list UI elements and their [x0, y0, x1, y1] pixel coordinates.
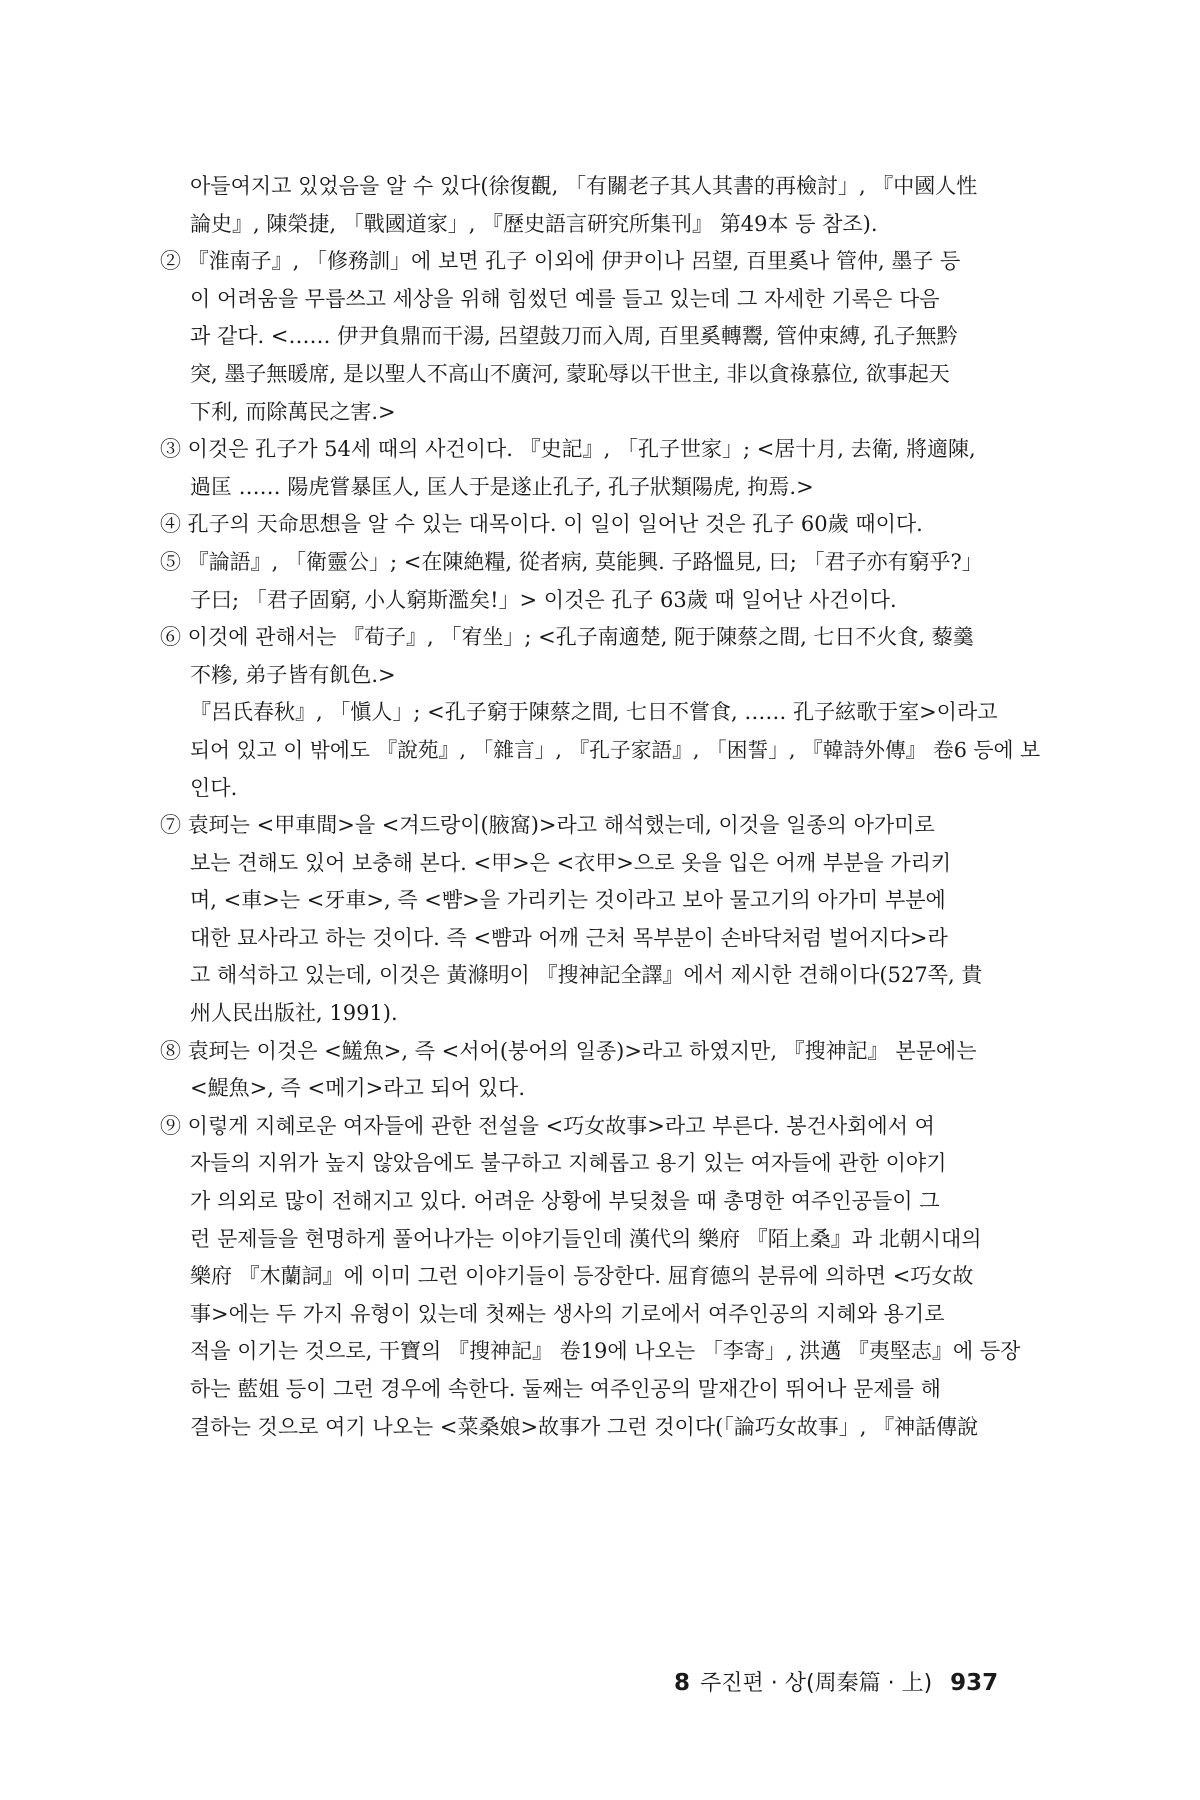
text-line: 과 같다. <…… 伊尹負鼎而干湯, 呂望鼓刀而入周, 百里奚轉鬻, 管仲束縛, 孔子無黔: [190, 324, 958, 349]
text-line: 런 문제들을 현명하게 풀어나가는 이야기들인데 漢代의 樂府 『陌上桑』과 北朝시대의: [190, 1226, 982, 1251]
chapter-title: 주진편 · 상(周秦篇 · 上): [700, 1671, 933, 1696]
note-4-start: ④ 孔子의 天命思想을 알 수 있는 대목이다. 이 일이 일어난 것은 孔子 60歲 때이다.: [160, 512, 923, 537]
text-line: 적을 이기는 것으로, 干寶의 『搜神記』 卷19에 나오는 「李寄」, 洪邁 『夷堅志』에 등장: [190, 1339, 1021, 1364]
text-line: 『呂氏春秋』, 「愼人」; <孔子窮于陳蔡之間, 七日不嘗食, …… 孔子絃歌于室>이라고: [190, 700, 998, 725]
text-line: 子曰; 「君子固窮, 小人窮斯濫矣!」> 이것은 孔子 63歲 때 일어난 사건이다.: [190, 587, 897, 612]
note-7-start: ⑦ 袁珂는 <甲車間>을 <겨드랑이(腋窩)>라고 해석했는데, 이것을 일종의 아가미로: [160, 813, 935, 838]
text-line: 되어 있고 이 밖에도 『說苑』, 「雜言」, 『孔子家語』, 「困誓」, 『韓詩外傳』 卷6 등에 보: [190, 737, 1041, 762]
text-line: 下利, 而除萬民之害.>: [190, 399, 396, 424]
text-line: 가 의외로 많이 전해지고 있다. 어려운 상황에 부딪쳤을 때 총명한 여주인공들이 그: [190, 1189, 940, 1214]
note-2-start: ② 『淮南子』, 「修務訓」에 보면 孔子 이외에 伊尹이나 呂望, 百里奚나 管仲, 墨子 등: [160, 249, 961, 274]
text-line: 아들여지고 있었음을 알 수 있다(徐復觀, 「有關老子其人其書的再檢討」, 『中國人性: [190, 174, 978, 198]
text-line: 事>에는 두 가지 유형이 있는데 첫째는 생사의 기로에서 여주인공의 지혜와 용기로: [190, 1301, 945, 1326]
text-line: 論史』, 陳榮捷, 「戰國道家」, 『歷史語言硏究所集刊』 第49本 등 참조).: [190, 211, 878, 236]
text-line: 過匡 …… 陽虎嘗暴匡人, 匡人于是遂止孔子, 孔子狀類陽虎, 拘焉.>: [190, 474, 814, 499]
note-3-start: ③ 이것은 孔子가 54세 때의 사건이다. 『史記』, 「孔子世家」; <居十月, 去衛, 將適陳,: [160, 437, 976, 462]
text-line: 이 어려움을 무릅쓰고 세상을 위해 힘썼던 예를 들고 있는데 그 자세한 기록은 다음: [190, 286, 940, 311]
note-8-start: ⑧ 袁珂는 이것은 <鱃魚>, 즉 <서어(붕어의 일종)>라고 하였지만, 『搜神記』 본문에는: [160, 1038, 977, 1063]
page-footer: [674, 1666, 1040, 1706]
text-line: 결하는 것으로 여기 나오는 <菜桑娘>故事가 그런 것이다(「論巧女故事」, 『神話傳說: [190, 1414, 979, 1439]
text-line: 樂府 『木蘭詞』에 이미 그런 이야기들이 등장한다. 屈育德의 분류에 의하면 <巧女故: [190, 1264, 974, 1289]
note-6-start: ⑥ 이것에 관해서는 『荀子』, 「宥坐」; <孔子南適楚, 阨于陳蔡之間, 七日不火食, 藜羹: [160, 625, 974, 650]
text-line: <鯷魚>, 즉 <메기>라고 되어 있다.: [190, 1076, 526, 1101]
text-line: 며, <車>는 <牙車>, 즉 <뺨>을 가리키는 것이라고 보아 물고기의 아가미 부분에: [190, 888, 946, 913]
text-line: 자들의 지위가 높지 않았음에도 불구하고 지혜롭고 용기 있는 여자들에 관한 이야기: [190, 1151, 947, 1176]
text-line: 하는 藍姐 등이 그런 경우에 속한다. 둘째는 여주인공의 말재간이 뛰어나 문제를 해: [190, 1377, 941, 1401]
text-line: 인다.: [190, 775, 238, 800]
note-9-start: ⑨ 이렇게 지혜로운 여자들에 관한 전설을 <巧女故事>라고 부른다. 봉건사회에서 여: [160, 1113, 935, 1138]
text-line: 대한 묘사라고 하는 것이다. 즉 <뺨과 어깨 근처 목부분이 손바닥처럼 벌어지다>라: [190, 925, 948, 950]
annotation-text-block: [160, 168, 1040, 1446]
text-line: 州人民出版社, 1991).: [190, 1001, 398, 1026]
text-line: 不糝, 弟子皆有飢色.>: [190, 662, 396, 687]
note-5-start: ⑤ 『論語』, 「衛靈公」; <在陳絶糧, 從者病, 莫能興. 子路慍見, 曰; 「君子亦有窮乎?」: [160, 549, 983, 574]
chapter-number: 8: [674, 1670, 691, 1696]
text-line: 고 해석하고 있는데, 이것은 黃滌明이 『搜神記全譯』에서 제시한 견해이다(527쪽, 貴: [190, 963, 983, 988]
text-line: 보는 견해도 있어 보충해 본다. <甲>은 <衣甲>으로 옷을 입은 어깨 부분을 가리키: [190, 850, 952, 875]
page-number: 937: [950, 1670, 999, 1696]
text-line: 突, 墨子無暖席, 是以聖人不高山不廣河, 蒙恥辱以干世主, 非以貪祿慕位, 欲事起天: [190, 361, 950, 386]
